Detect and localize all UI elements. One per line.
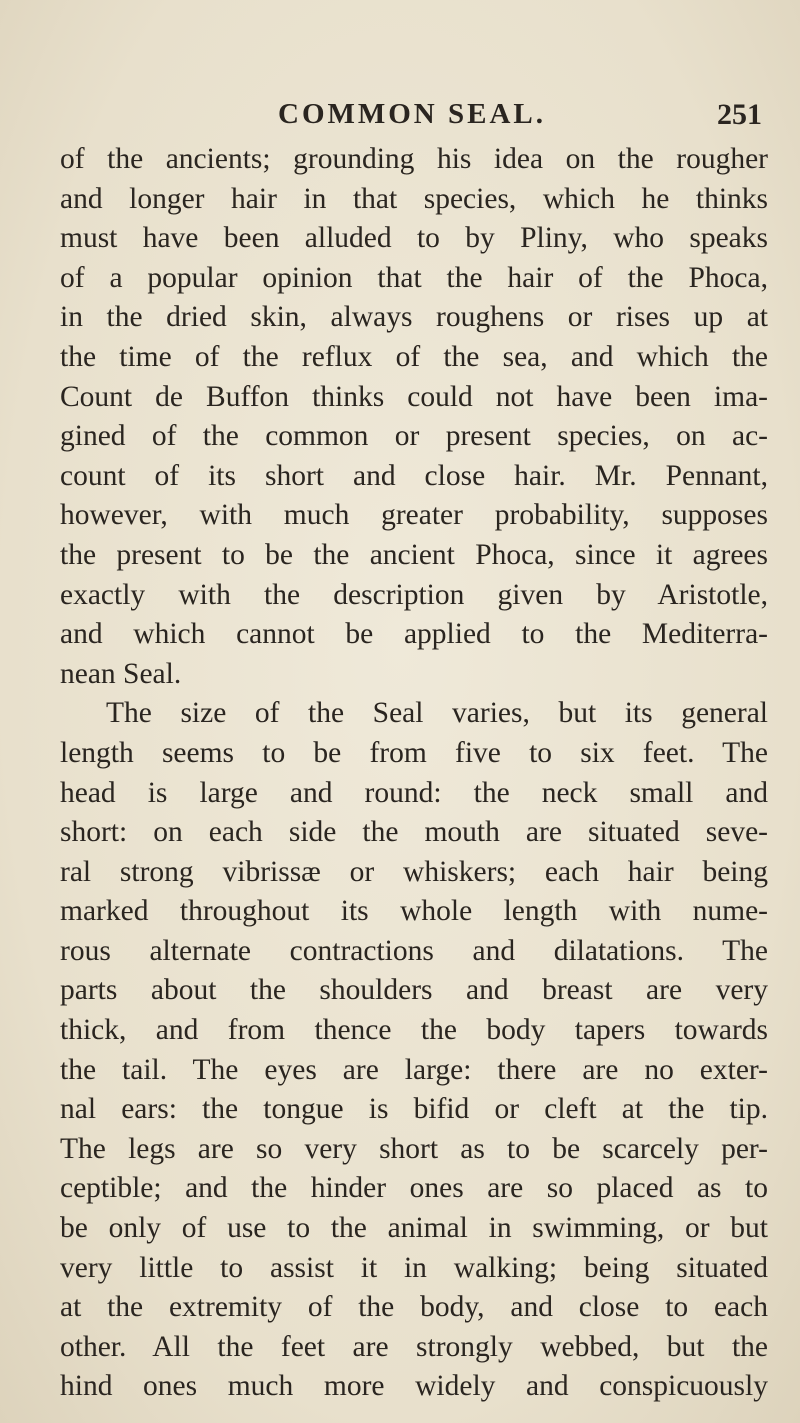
text-line: The size of the Seal varies, but its general — [106, 697, 768, 730]
text-line: count of its short and close hair. Mr. Pennant, — [60, 459, 768, 492]
text-line: in the dried skin, always roughens or rises up at — [60, 301, 768, 334]
text-line: nal ears: the tongue is bifid or cleft at the tip. — [60, 1093, 768, 1126]
text-line: rous alternate contractions and dilatations. The — [60, 934, 768, 967]
text-line: short: on each side the mouth are situated seve- — [60, 816, 768, 849]
text-line: the time of the reflux of the sea, and which the — [60, 340, 768, 373]
running-head — [62, 98, 762, 138]
text-line: and which cannot be applied to the Mediterra- — [60, 618, 768, 651]
text-line: the present to be the ancient Phoca, since it agrees — [60, 538, 768, 571]
text-line: and longer hair in that species, which he thinks — [60, 182, 768, 215]
text-line: parts about the shoulders and breast are very — [60, 974, 768, 1007]
text-line: be only of use to the animal in swimming, or but — [60, 1212, 768, 1245]
text-line: exactly with the description given by Aristotle, — [60, 578, 768, 611]
text-line: The legs are so very short as to be scarcely per- — [60, 1132, 768, 1165]
text-line: of a popular opinion that the hair of the Phoca, — [60, 261, 768, 294]
text-line: however, with much greater probability, supposes — [60, 499, 768, 532]
running-title: COMMON SEAL. — [278, 98, 546, 130]
text-line: must have been alluded to by Pliny, who speaks — [60, 222, 768, 255]
text-line: marked throughout its whole length with nume- — [60, 895, 768, 928]
text-line: thick, and from thence the body tapers towards — [60, 1014, 768, 1047]
text-line: ceptible; and the hinder ones are so placed as to — [60, 1172, 768, 1205]
text-line: very little to assist it in walking; being situated — [60, 1251, 768, 1284]
text-line: nean Seal. — [60, 657, 182, 690]
text-line: of the ancients; grounding his idea on the rougher — [60, 143, 768, 175]
text-line: head is large and round: the neck small and — [60, 776, 768, 809]
text-line: ral strong vibrissæ or whiskers; each hair being — [60, 855, 768, 888]
text-line: length seems to be from five to six feet. The — [60, 736, 768, 769]
text-line: the tail. The eyes are large: there are no exter- — [60, 1053, 768, 1086]
page-number: 251 — [717, 98, 762, 131]
text-line: hind ones much more widely and conspicuously — [60, 1370, 768, 1403]
text-line: at the extremity of the body, and close to each — [60, 1291, 768, 1324]
body-text — [60, 140, 768, 1407]
text-line: Count de Buffon thinks could not have been ima- — [60, 380, 768, 413]
text-line: other. All the feet are strongly webbed, but the — [60, 1330, 768, 1363]
text-line: gined of the common or present species, on ac- — [60, 420, 768, 453]
